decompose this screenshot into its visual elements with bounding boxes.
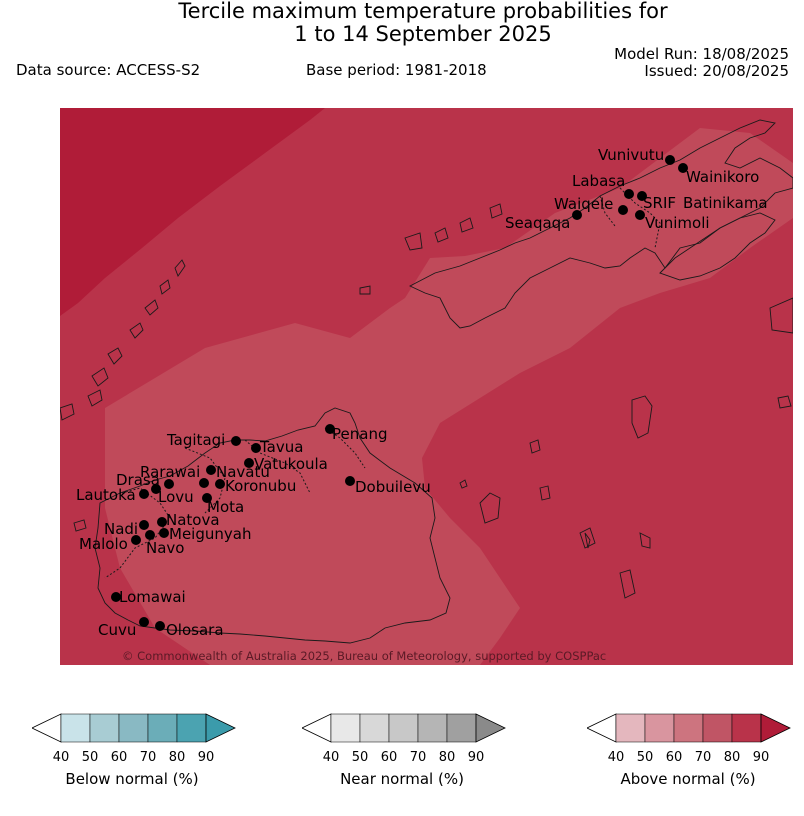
station-label: Penang [332,425,388,443]
legend-above-normal [587,712,791,764]
legend-tick: 50 [351,750,369,764]
station-label: Navatu [216,463,270,481]
map-attribution: © Commonwealth of Australia 2025, Bureau of Meteorology, supported by COSPPac [122,649,607,663]
legend-below-low-arrow [32,714,61,742]
legend-below-swatch-2 [90,714,119,742]
legend-above-swatch-5 [732,714,761,742]
legend-tick: 50 [636,750,654,764]
station-label: Cuvu [98,621,137,639]
legend-below-swatch-3 [119,714,148,742]
legend-near-swatch-1 [331,714,360,742]
station-label: Tavua [260,438,304,456]
legend-near-normal [302,712,506,764]
station-label: SRIF [643,194,676,212]
station-label: Waiqele [554,195,614,213]
probability-map [60,108,793,665]
station-meigunyah-marker[interactable] [159,528,169,538]
legend-tick: 80 [438,750,456,764]
station-label: Mota [207,498,245,516]
legend-near-high-arrow [476,714,505,742]
legend-above-swatch-2 [645,714,674,742]
station-label: Lomawai [119,588,186,606]
title-line-1: Tercile maximum temperature probabilities for [178,0,668,23]
legend-near-swatch-4 [418,714,447,742]
station-label: Natova [166,511,220,529]
legend-tick: 40 [322,750,340,764]
station-tagitagi-marker[interactable] [231,436,241,446]
data-source-text: Data source: ACCESS-S2 [16,61,201,79]
station-navatu-marker[interactable] [199,478,209,488]
legend-tick: 90 [197,750,215,764]
legend-tick: 60 [665,750,683,764]
station-label: Navo [146,539,185,557]
legend-above-swatch-4 [703,714,732,742]
station-vunivutu-marker[interactable] [665,155,675,165]
station-label: Seaqaqa [505,214,571,232]
legend-tick: 40 [52,750,70,764]
legend-near-low-arrow [302,714,331,742]
station-label: Olosara [166,621,224,639]
legend-tick: 70 [694,750,712,764]
legend-above-low-arrow [587,714,616,742]
station-labasa-marker[interactable] [624,189,634,199]
run-info [614,46,789,80]
base-period-text: Base period: 1981-2018 [306,61,487,79]
legend-below-normal [32,712,236,764]
station-label: Meigunyah [169,525,252,543]
station-label: Dobuilevu [355,478,431,496]
model-run-text: Model Run: 18/08/2025 [614,45,789,63]
legend-tick: 70 [409,750,427,764]
legend-above-high-arrow [761,714,790,742]
legend-tick: 70 [139,750,157,764]
legend-near-swatch-5 [447,714,476,742]
legend-below-caption: Below normal (%) [65,770,199,788]
legend-tick: 80 [723,750,741,764]
legend-tick: 60 [380,750,398,764]
station-label: Tagitagi [167,431,226,449]
station-nadi-marker[interactable] [139,520,149,530]
legend-tick: 50 [81,750,99,764]
legend-near-swatch-2 [360,714,389,742]
legend-above-caption: Above normal (%) [620,770,756,788]
legend-above-swatch-1 [616,714,645,742]
station-lautoka-marker[interactable] [139,489,149,499]
legend-below-swatch-4 [148,714,177,742]
station-label: Wainikoro [686,168,760,186]
legend-tick: 90 [752,750,770,764]
legend-tick: 40 [607,750,625,764]
station-label: Malolo [79,535,128,553]
station-label: Vatukoula [254,455,328,473]
legend-below-high-arrow [206,714,235,742]
legend-tick: 80 [168,750,186,764]
station-label: Batinikama [683,194,768,212]
legend-below-swatch-1 [61,714,90,742]
station-label: Lovu [158,488,194,506]
station-dobuilevu-marker[interactable] [345,476,355,486]
map-title [0,0,804,46]
legend-tick: 60 [110,750,128,764]
legend-near-swatch-3 [389,714,418,742]
station-waiqele-marker[interactable] [618,205,628,215]
title-line-2: 1 to 14 September 2025 [294,22,552,46]
legend-tick: 90 [467,750,485,764]
station-label: Vunivutu [598,146,665,164]
issued-text: Issued: 20/08/2025 [644,62,789,80]
station-label: Nadi [104,520,139,538]
station-label: Vunimoli [645,214,710,232]
station-label: Lautoka [76,486,136,504]
station-label: Drasa [116,471,160,489]
legend-above-swatch-3 [674,714,703,742]
station-label: Rarawai [140,463,201,481]
station-olosara-marker[interactable] [155,621,165,631]
station-label: Labasa [572,172,626,190]
legend-below-swatch-5 [177,714,206,742]
station-cuvu-marker[interactable] [139,617,149,627]
station-label: Koronubu [225,477,297,495]
legend-near-caption: Near normal (%) [340,770,464,788]
station-rarawai-marker[interactable] [206,465,216,475]
